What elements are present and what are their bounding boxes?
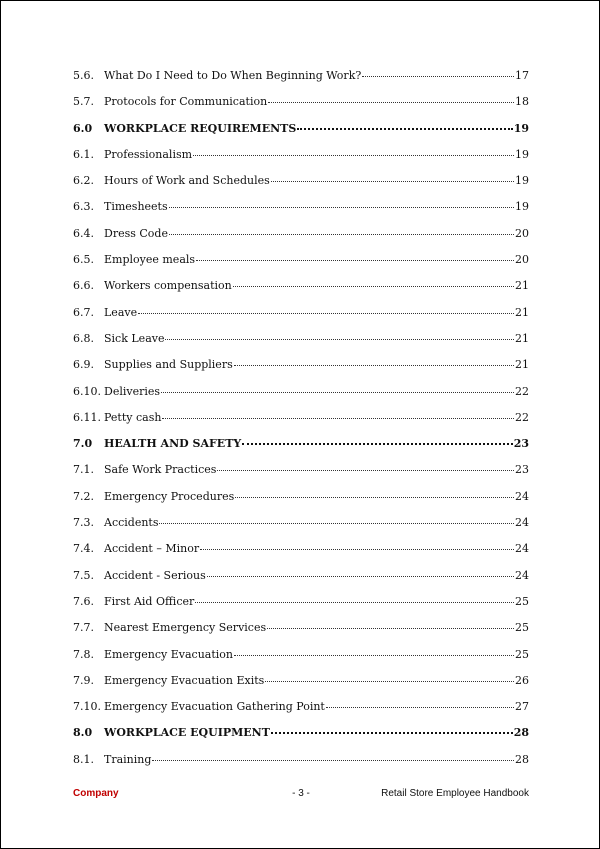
toc-dot-leader: [326, 707, 514, 708]
toc-entry[interactable]: [73, 700, 529, 726]
toc-dot-leader: [152, 760, 514, 761]
toc-entry-page: 21: [515, 279, 529, 293]
toc-entry[interactable]: [73, 253, 529, 279]
footer-document-title: Retail Store Employee Handbook: [381, 788, 529, 799]
toc-entry-page: 17: [515, 69, 529, 82]
toc-entry-title: Hours of Work and Schedules: [104, 174, 270, 188]
toc-entry[interactable]: [73, 148, 529, 174]
toc-entry[interactable]: [73, 306, 529, 332]
toc-entry-page: 22: [515, 384, 529, 398]
toc-entry[interactable]: [73, 200, 529, 226]
toc-entry-number: 7.6.: [73, 594, 94, 608]
toc-entry-number: 7.1.: [73, 463, 94, 477]
toc-entry[interactable]: [73, 674, 529, 700]
toc-dot-leader: [217, 470, 514, 471]
toc-entry-page: 19: [515, 200, 529, 214]
toc-entry-title: Supplies and Suppliers: [104, 358, 233, 372]
toc-dot-leader: [195, 602, 514, 603]
toc-entry-title: Petty cash: [104, 410, 162, 424]
toc-entry-title: Dress Code: [104, 226, 168, 240]
toc-entry-number: 6.2.: [73, 174, 94, 188]
toc-entry-number: 5.6.: [73, 69, 94, 82]
toc-entry-page: 26: [515, 673, 529, 687]
toc-entry[interactable]: [73, 595, 529, 621]
toc-entry-page: 19: [513, 121, 529, 135]
toc-entry[interactable]: [73, 227, 529, 253]
toc-dot-leader: [138, 313, 514, 314]
toc-entry-number: 8.0: [73, 726, 93, 740]
toc-entry[interactable]: [73, 621, 529, 647]
toc-entry-page: 25: [515, 647, 529, 661]
toc-dot-leader: [265, 681, 514, 682]
toc-entry-number: 6.8.: [73, 331, 94, 345]
toc-entry-number: 6.3.: [73, 200, 94, 214]
toc-dot-leader: [267, 628, 514, 629]
toc-entry-page: 19: [515, 174, 529, 188]
toc-entry-title: HEALTH AND SAFETY: [104, 437, 242, 451]
toc-entry[interactable]: [73, 463, 529, 489]
toc-entry-title: Accident – Minor: [104, 542, 200, 556]
toc-entry[interactable]: [73, 279, 529, 305]
toc-entry-title: Professionalism: [104, 147, 193, 161]
toc-dot-leader: [165, 339, 514, 340]
toc-entry-number: 6.0: [73, 121, 93, 135]
toc-entry[interactable]: [73, 490, 529, 516]
toc-dot-leader: [362, 76, 514, 77]
toc-entry[interactable]: [73, 411, 529, 437]
toc-entry-page: 24: [515, 489, 529, 503]
toc-entry-number: 6.9.: [73, 358, 94, 372]
toc-entry-page: 18: [515, 95, 529, 109]
toc-entry[interactable]: [73, 358, 529, 384]
table-of-contents: [73, 69, 529, 779]
toc-dot-leader: [196, 260, 514, 261]
toc-entry[interactable]: [73, 69, 529, 95]
toc-entry-number: 6.5.: [73, 253, 94, 267]
toc-entry-number: 7.0: [73, 437, 93, 451]
toc-entry-number: 7.5.: [73, 568, 94, 582]
toc-dot-leader: [242, 443, 512, 445]
toc-entry-number: 6.11.: [73, 410, 101, 424]
toc-entry[interactable]: [73, 174, 529, 200]
toc-dot-leader: [169, 207, 514, 208]
toc-entry-number: 6.4.: [73, 226, 94, 240]
toc-dot-leader: [271, 181, 514, 182]
toc-entry[interactable]: [73, 385, 529, 411]
toc-entry-number: 6.1.: [73, 147, 94, 161]
toc-entry-title: WORKPLACE REQUIREMENTS: [104, 121, 297, 135]
toc-entry-page: 28: [513, 726, 529, 740]
toc-entry-title: Protocols for Communication: [104, 95, 268, 109]
toc-entry-title: Employee meals: [104, 253, 196, 267]
page-footer: [73, 788, 529, 804]
toc-dot-leader: [207, 576, 514, 577]
toc-entry-number: 7.7.: [73, 621, 94, 635]
toc-entry-title: Emergency Evacuation Exits: [104, 673, 265, 687]
toc-entry-page: 23: [515, 463, 529, 477]
toc-entry-number: 7.8.: [73, 647, 94, 661]
toc-entry-number: 7.2.: [73, 489, 94, 503]
toc-dot-leader: [159, 523, 514, 524]
toc-entry-page: 23: [513, 437, 529, 451]
toc-entry-number: 5.7.: [73, 95, 94, 109]
toc-dot-leader: [169, 234, 514, 235]
toc-entry-number: 7.4.: [73, 542, 94, 556]
toc-entry-title: Safe Work Practices: [104, 463, 217, 477]
toc-entry-page: 21: [515, 331, 529, 345]
toc-entry-title: Leave: [104, 305, 138, 319]
toc-dot-leader: [193, 155, 514, 156]
toc-entry-page: 24: [515, 568, 529, 582]
toc-entry-page: 25: [515, 594, 529, 608]
toc-entry-title: Accident - Serious: [104, 568, 206, 582]
toc-entry-number: 7.9.: [73, 673, 94, 687]
toc-dot-leader: [161, 392, 514, 393]
toc-entry-title: Nearest Emergency Services: [104, 621, 267, 635]
toc-entry-title: Sick Leave: [104, 331, 165, 345]
footer-page-number: - 3 -: [292, 788, 310, 799]
toc-entry-title: Emergency Procedures: [104, 489, 235, 503]
toc-entry-page: 21: [515, 358, 529, 372]
toc-dot-leader: [271, 732, 513, 734]
toc-entry-number: 8.1.: [73, 752, 94, 766]
toc-entry-number: 7.3.: [73, 516, 94, 530]
toc-section-heading[interactable]: [73, 437, 529, 463]
toc-entry-title: WORKPLACE EQUIPMENT: [104, 726, 270, 740]
toc-dot-leader: [162, 418, 514, 419]
toc-entry-page: 22: [515, 410, 529, 424]
toc-entry-page: 27: [515, 700, 529, 714]
toc-entry-title: Accidents: [104, 516, 159, 530]
toc-entry-number: 7.10.: [73, 700, 101, 714]
toc-dot-leader: [235, 497, 514, 498]
toc-entry-title: Emergency Evacuation: [104, 647, 233, 661]
toc-entry-title: Timesheets: [104, 200, 168, 214]
toc-entry-page: 24: [515, 542, 529, 556]
toc-entry-number: 6.10.: [73, 384, 101, 398]
toc-entry[interactable]: [73, 648, 529, 674]
toc-entry-page: 25: [515, 621, 529, 635]
toc-entry-number: 6.6.: [73, 279, 94, 293]
toc-dot-leader: [268, 102, 514, 103]
toc-dot-leader: [234, 655, 514, 656]
toc-entry-page: 21: [515, 305, 529, 319]
toc-entry-page: 20: [515, 226, 529, 240]
toc-dot-leader: [297, 128, 512, 130]
toc-dot-leader: [234, 365, 514, 366]
toc-entry-title: Training: [104, 752, 152, 766]
footer-company-name: Company: [73, 788, 119, 799]
toc-entry-page: 28: [515, 752, 529, 766]
toc-entry[interactable]: [73, 332, 529, 358]
toc-section-heading[interactable]: [73, 726, 529, 752]
toc-entry-title: Emergency Evacuation Gathering Point: [104, 700, 325, 714]
toc-entry-number: 6.7.: [73, 305, 94, 319]
toc-entry-page: 24: [515, 516, 529, 530]
toc-entry-title: Deliveries: [104, 384, 161, 398]
toc-entry[interactable]: [73, 569, 529, 595]
toc-entry-title: What Do I Need to Do When Beginning Work?: [104, 69, 362, 82]
toc-entry-page: 19: [515, 147, 529, 161]
toc-entry-title: Workers compensation: [104, 279, 232, 293]
toc-section-heading[interactable]: [73, 122, 529, 148]
toc-entry[interactable]: [73, 95, 529, 121]
toc-dot-leader: [200, 549, 514, 550]
toc-entry-title: First Aid Officer: [104, 594, 195, 608]
toc-entry[interactable]: [73, 753, 529, 779]
toc-entry[interactable]: [73, 542, 529, 568]
toc-entry[interactable]: [73, 516, 529, 542]
toc-entry-page: 20: [515, 253, 529, 267]
toc-dot-leader: [233, 286, 514, 287]
